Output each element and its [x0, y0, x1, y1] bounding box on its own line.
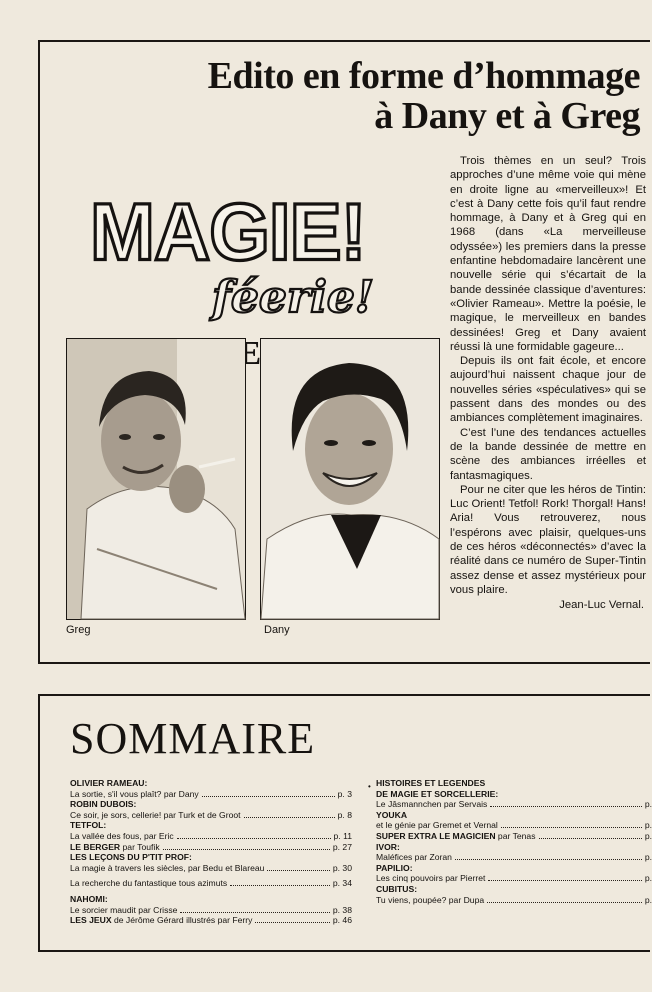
- toc-entry-text: par Toufik: [120, 841, 160, 852]
- toc-entry-text: La vallée des fous, par Eric: [70, 830, 174, 841]
- body-paragraph: Pour ne citer que les héros de Tintin: Luc Orient! Tetfol! Rork! Thorgal! Hans! Aria! Vous retrouverez, nous l’espérons avec plaisir, quelques-uns de ces héros «déconnectés» d’avec la réalité dans ce numéro de Super-Tintin assez dense et assez mystérieux pour vous plaire.: [450, 483, 646, 596]
- portrait-dany-image: [261, 339, 439, 619]
- toc-leader-dots: [539, 838, 642, 839]
- toc-entry-text: par Tenas: [495, 830, 536, 841]
- toc-leader-dots: [230, 885, 330, 886]
- toc-leader-dots: [255, 922, 329, 923]
- magic-word-feerie: féerie!: [212, 272, 375, 323]
- toc-page-number: p.: [644, 830, 652, 841]
- toc-leader-dots: [501, 827, 642, 828]
- toc-entry-bold-title: SUPER EXTRA LE MAGICIEN: [376, 830, 496, 841]
- toc-entry[interactable]: [376, 895, 652, 906]
- toc-bullet: •: [368, 782, 371, 791]
- toc-entry-title: [70, 831, 174, 842]
- toc-page-number: p. 30: [332, 862, 352, 873]
- author-signature: Jean-Luc Vernal.: [559, 599, 644, 612]
- toc-entry-title: [376, 831, 536, 842]
- toc-entry-text: de Jérôme Gérard illustrés par Ferry: [111, 915, 253, 926]
- toc-entry-title: [70, 905, 177, 916]
- toc-entry[interactable]: [376, 873, 652, 884]
- toc-entry-title: [70, 810, 241, 821]
- toc-entry-text: Tu viens, poupée? par Dupa: [376, 894, 485, 905]
- toc-entry-title: [376, 895, 484, 906]
- toc-page-number: p. 38: [332, 904, 352, 915]
- toc-page-number: p.: [644, 820, 652, 831]
- toc-leader-dots: [490, 806, 642, 807]
- toc-page-number: p.: [644, 799, 652, 810]
- body-paragraph: Depuis ils ont fait école, et encore aujourd’hui naissent chaque jour de nouvelles séries «spéculatives» qui se passent dans des mondes ou des ambiances complètement imaginaires.: [450, 355, 646, 425]
- toc-entry-title: [376, 799, 487, 810]
- toc-page-number: p. 8: [337, 809, 352, 820]
- toc-entry[interactable]: [376, 831, 652, 842]
- toc-section-heading: PAPILIO:: [376, 862, 413, 873]
- toc-leader-dots: [202, 796, 335, 797]
- toc-section-heading: CUBITUS:: [376, 883, 418, 894]
- toc-entry[interactable]: [376, 852, 652, 863]
- summary-title: SOMMAIRE: [70, 714, 316, 763]
- toc-section-heading: NAHOMI:: [70, 893, 108, 904]
- toc-entry[interactable]: [376, 799, 652, 810]
- toc-entry-title: [70, 915, 252, 926]
- toc-leader-dots: [180, 912, 329, 913]
- toc-entry[interactable]: [70, 878, 352, 889]
- toc-section-heading: OLIVIER RAMEAU:: [70, 778, 148, 788]
- toc-page-number: p. 46: [332, 915, 352, 926]
- toc-page-number: p.: [644, 894, 652, 905]
- toc-entry-text: La recherche du fantastique tous azimuts: [70, 878, 228, 889]
- toc-leader-dots: [455, 859, 642, 860]
- toc-section-heading: YOUKA: [376, 809, 408, 820]
- toc-entry[interactable]: [70, 905, 352, 916]
- toc-entry[interactable]: [376, 820, 652, 831]
- editorial-frame: [38, 40, 650, 664]
- photo-greg: [66, 338, 246, 620]
- toc-entry[interactable]: [70, 842, 352, 853]
- toc-entry-title: [70, 863, 264, 874]
- toc-right-column: [376, 778, 652, 905]
- toc-entry-title: [376, 873, 485, 884]
- editorial-body: [450, 154, 646, 613]
- toc-entry[interactable]: [70, 831, 352, 842]
- photo-caption-dany: Dany: [264, 624, 290, 636]
- toc-entry-text: Les cinq pouvoirs par Pierret: [376, 873, 486, 884]
- toc-entry-text: Maléfices par Zoran: [376, 852, 452, 863]
- toc-section-heading: TETFOL:: [70, 820, 107, 831]
- toc-section-heading: ROBIN DUBOIS:: [70, 799, 137, 810]
- toc-page-number: p.: [644, 873, 652, 884]
- toc-entry-text: La sortie, s'il vous plaît? par Dany: [70, 788, 199, 799]
- toc-leader-dots: [267, 870, 329, 871]
- toc-entry-text: Le sorcier maudit par Crisse: [70, 904, 178, 915]
- toc-page-number: p. 3: [337, 788, 352, 799]
- toc-section-heading: DE MAGIE ET SORCELLERIE:: [376, 788, 499, 799]
- toc-left-column: [70, 778, 352, 926]
- summary-frame: [38, 694, 650, 952]
- photo-caption-greg: Greg: [66, 624, 91, 636]
- toc-leader-dots: [177, 838, 331, 839]
- toc-entry-title: [70, 842, 160, 853]
- magic-word-magie: MAGIE!: [90, 186, 366, 277]
- toc-entry-text: et le génie par Gremet et Vernal: [376, 820, 498, 831]
- editorial-title-line2: à Dany et à Greg: [374, 95, 640, 137]
- toc-entry-title: [376, 820, 498, 831]
- toc-page-number: p. 27: [332, 841, 352, 852]
- toc-section-heading: LES LEÇONS DU P'TIT PROF:: [70, 852, 192, 863]
- portrait-greg-image: [67, 339, 245, 619]
- toc-entry[interactable]: [70, 810, 352, 821]
- toc-entry-title: [376, 852, 452, 863]
- toc-page-number: p.: [644, 852, 652, 863]
- toc-entry-title: [70, 789, 199, 800]
- body-paragraph: Trois thèmes en un seul? Trois approches d’une même voie qui mène en droite ligne au «merveilleux»! Et c’est à Dany cette fois qu’il faut rendre hommage, à Dany et à Greg qui en 1968 (dans «La merveilleuse odyssée») les premiers dans la presse enfantine hebdomadaire lancèrent une nouvelle série qui s’écartait de la bande dessinée classique d’aventures: «Olivier Rameau». Mettre la poésie, le magique, le merveilleux en bandes dessinées! Greg et Dany avaient réussi là une formidable gageure...: [450, 155, 646, 353]
- toc-entry-bold-title: LES JEUX: [70, 915, 112, 926]
- toc-entry-text: Ce soir, je sors, cellerie! par Turk et de Groot: [70, 809, 241, 820]
- toc-leader-dots: [244, 817, 335, 818]
- toc-entry[interactable]: [70, 863, 352, 874]
- photo-dany: [260, 338, 440, 620]
- editorial-title-line1: Edito en forme d’hommage: [207, 55, 640, 97]
- toc-page-number: p. 34: [332, 878, 352, 889]
- editorial-title: [120, 56, 640, 136]
- toc-entry[interactable]: [70, 789, 352, 800]
- toc-leader-dots: [163, 849, 330, 850]
- toc-entry-title: [70, 878, 227, 889]
- toc-entry-text: Le Jâsmannchen par Servais: [376, 799, 488, 810]
- toc-leader-dots: [487, 902, 642, 903]
- toc-entry-bold-title: LE BERGER: [70, 841, 121, 852]
- toc-section-heading: IVOR:: [376, 841, 400, 852]
- toc-entry-text: La magie à travers les siècles, par Bedu et Blareau: [70, 862, 265, 873]
- toc-entry[interactable]: [70, 915, 352, 926]
- toc-page-number: p. 11: [333, 830, 352, 841]
- toc-section-heading: HISTOIRES ET LEGENDES: [376, 778, 486, 788]
- body-paragraph: C’est l’une des tendances actuelles de la bande dessinée de mettre en scène des ambiances irréelles et fantasmagiques.: [450, 426, 646, 482]
- toc-leader-dots: [488, 880, 641, 881]
